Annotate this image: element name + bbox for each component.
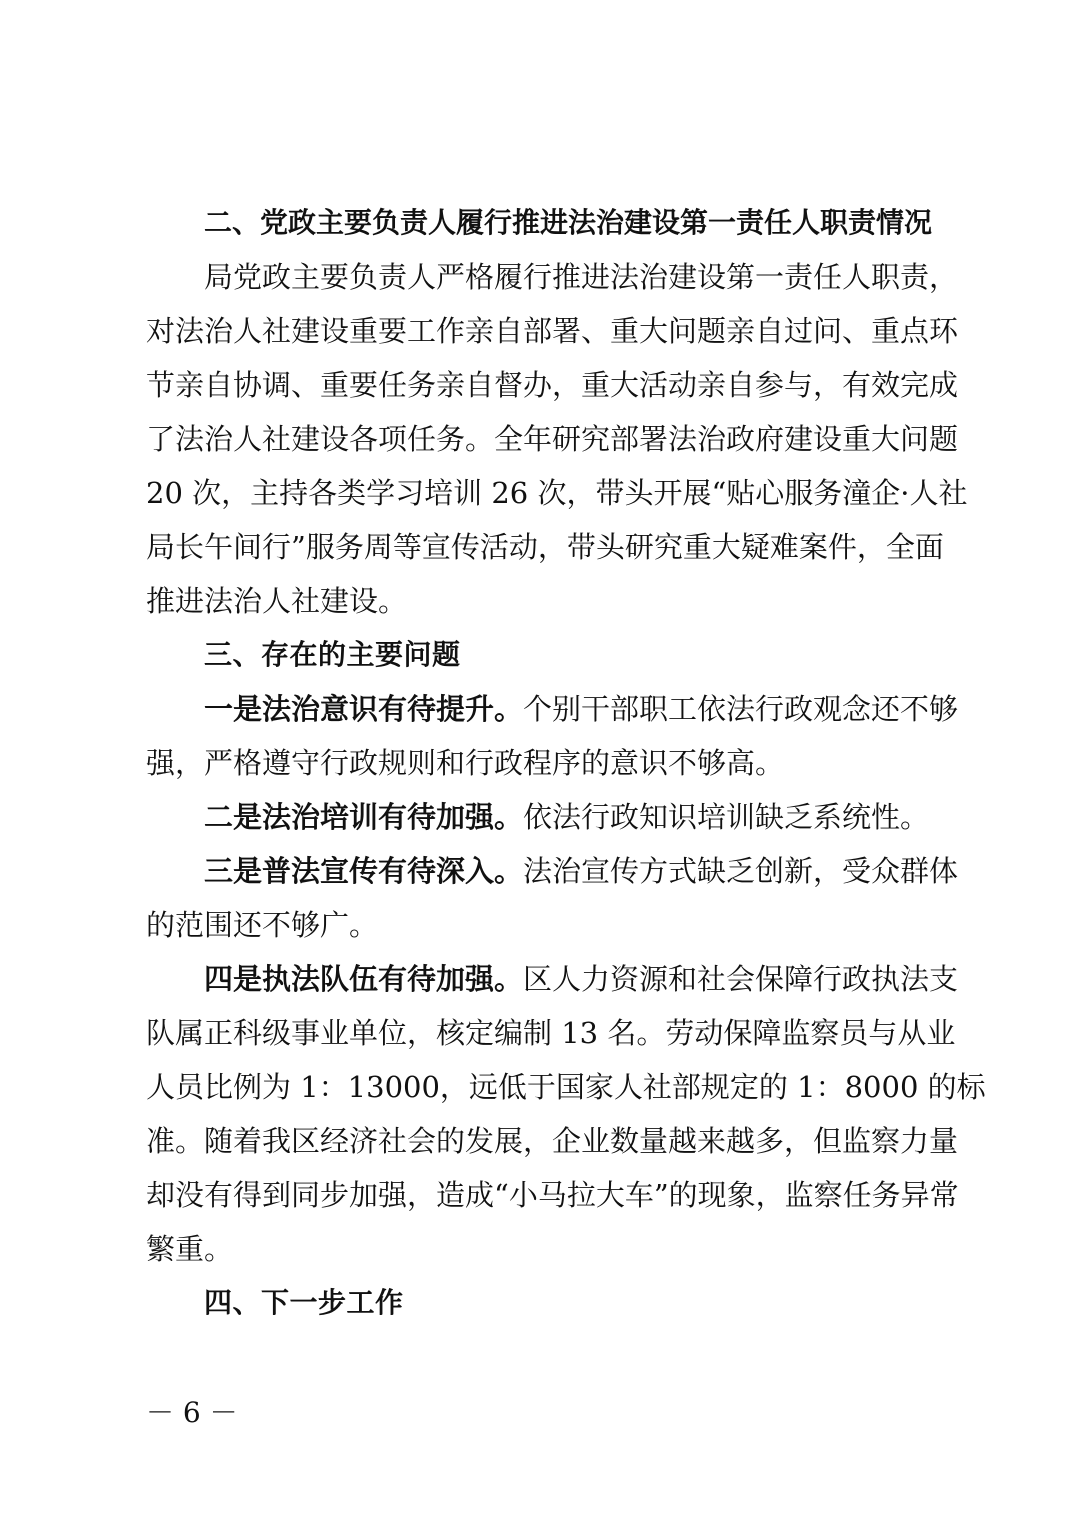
- paragraph-line: 却没有得到同步加强，造成“小马拉大车”的现象，监察任务异常: [146, 1178, 959, 1212]
- problem-text: 依法行政知识培训缺乏系统性。: [523, 800, 930, 834]
- paragraph-line: 繁重。: [146, 1232, 234, 1266]
- paragraph-line: 人员比例为 1：13000，远低于国家人社部规定的 1：8000 的标: [146, 1070, 986, 1104]
- problem-lead: 二是法治培训有待加强。: [204, 800, 524, 834]
- paragraph-line: 强，严格遵守行政规则和行政程序的意识不够高。: [146, 746, 785, 780]
- problem-item-1: [146, 682, 959, 736]
- paragraph-line: 的范围还不够广。: [146, 908, 379, 942]
- problem-lead: 三是普法宣传有待深入。: [204, 854, 524, 888]
- section-heading-4: 四、下一步工作: [204, 1286, 404, 1319]
- problem-text: 区人力资源和社会保障行政执法支: [523, 962, 959, 996]
- paragraph-line: 准。随着我区经济社会的发展，企业数量越来越多，但监察力量: [146, 1124, 959, 1158]
- paragraph-line: 推进法治人社建设。: [146, 584, 408, 618]
- section-heading-2: 二、党政主要负责人履行推进法治建设第一责任人职责情况: [204, 206, 933, 239]
- paragraph-line: 对法治人社建设重要工作亲自部署、重大问题亲自过问、重点环: [146, 314, 959, 348]
- problem-text: 个别干部职工依法行政观念还不够: [523, 692, 959, 726]
- problem-item-2: [146, 790, 942, 844]
- paragraph-line: 了法治人社建设各项任务。全年研究部署法治政府建设重大问题: [146, 422, 959, 456]
- problem-item-4: [146, 952, 959, 1006]
- paragraph-line: 局党政主要负责人严格履行推进法治建设第一责任人职责，: [204, 260, 959, 294]
- problem-lead: 四是执法队伍有待加强。: [204, 962, 524, 996]
- paragraph-line: 20 次，主持各类学习培训 26 次，带头开展“贴心服务潼企·人社: [146, 476, 968, 510]
- problem-lead: 一是法治意识有待提升。: [204, 692, 524, 726]
- paragraph-line: 队属正科级事业单位，核定编制 13 名。劳动保障监察员与从业: [146, 1016, 956, 1050]
- paragraph-line: 节亲自协调、重要任务亲自督办，重大活动亲自参与，有效完成: [146, 368, 959, 402]
- problem-text: 法治宣传方式缺乏创新，受众群体: [523, 854, 959, 888]
- document-body: [146, 196, 986, 1330]
- problem-item-3: [146, 844, 959, 898]
- section-heading-3: 三、存在的主要问题: [204, 638, 461, 671]
- page-number: － 6 －: [146, 1396, 238, 1429]
- paragraph-line: 局长午间行”服务周等宣传活动，带头研究重大疑难案件，全面: [146, 530, 944, 564]
